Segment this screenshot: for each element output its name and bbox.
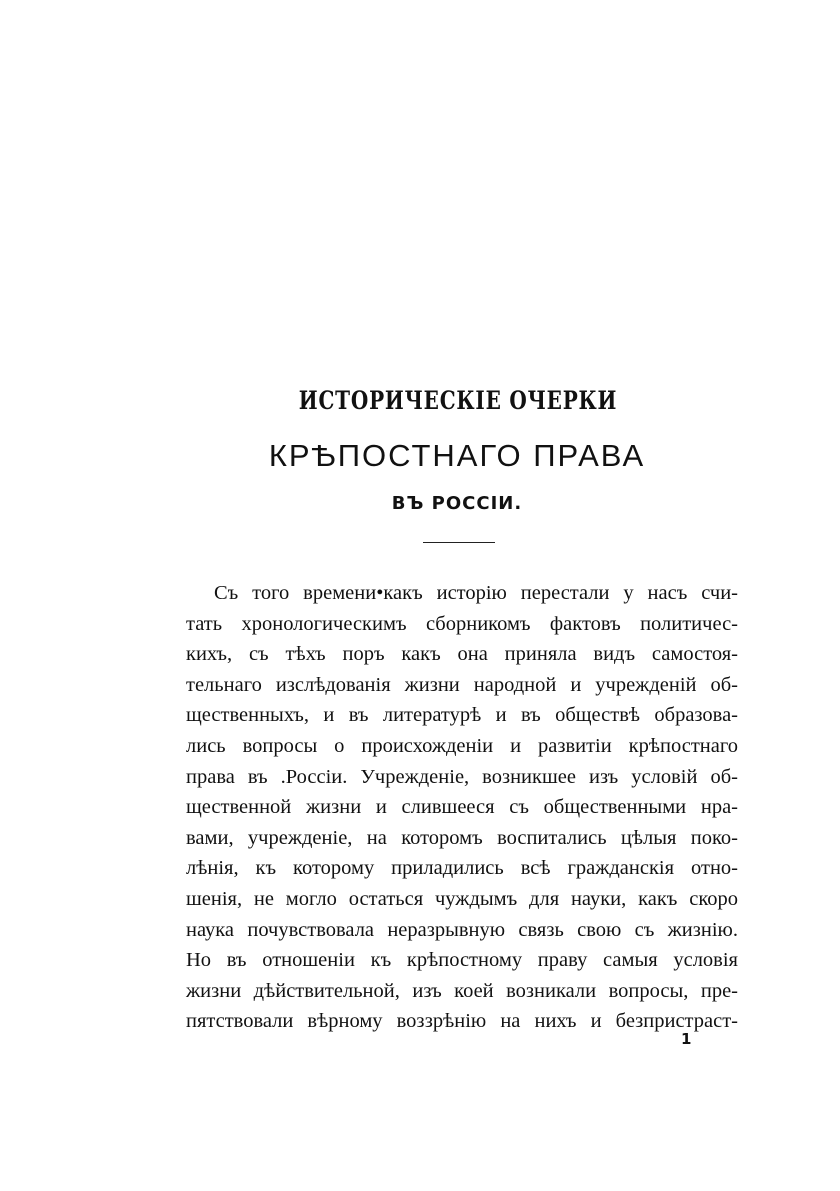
- text-line: лись вопросы о происхожденіи и развитіи крѣпостнаго: [186, 734, 738, 757]
- text-line: Но въ отношеніи къ крѣпостному праву самыя условія: [186, 949, 738, 972]
- text-line: права въ .Россіи. Учрежденіе, возникшее изъ условій об-: [186, 765, 738, 788]
- text-line: щественныхъ, и въ литературѣ и въ обществѣ образова-: [186, 704, 738, 727]
- text-line: лѣнія, къ которому приладились всѣ гражданскія отно-: [186, 857, 738, 880]
- text-line: пятствовали вѣрному воззрѣнію на нихъ и безпристраст-: [186, 1010, 738, 1033]
- chapter-place: ВЪ РОССІИ.: [391, 493, 523, 514]
- text-line: тельнаго изслѣдованія жизни народной и учрежденій об-: [186, 673, 738, 696]
- text-line: жизни дѣйствительной, изъ коей возникали вопросы, пре-: [186, 979, 738, 1002]
- page-number: 1: [681, 1030, 692, 1048]
- text-line: шенія, не могло остаться чуждымъ для науки, какъ скоро: [186, 887, 738, 910]
- chapter-subtitle: КРѢПОСТНАГО ПРАВА: [268, 438, 646, 473]
- text-line: наука почувствовала неразрывную связь свою съ жизнію.: [186, 918, 738, 941]
- text-line: вами, учрежденіе, на которомъ воспитались цѣлыя поко-: [186, 826, 738, 849]
- text-line: тать хронологическимъ сборникомъ фактовъ политичес-: [186, 612, 738, 635]
- text-line: щественной жизни и слившееся съ общественными нра-: [186, 796, 738, 819]
- chapter-title: ИСТОРИЧЕСКІЕ ОЧЕРКИ: [298, 386, 618, 415]
- text-line: кихъ, съ тѣхъ поръ какъ она приняла видъ самостоя-: [186, 643, 738, 666]
- body-paragraph: [186, 578, 738, 1037]
- title-divider-rule: [423, 542, 495, 543]
- text-line: Съ того времени•какъ исторію перестали у насъ счи-: [214, 582, 738, 604]
